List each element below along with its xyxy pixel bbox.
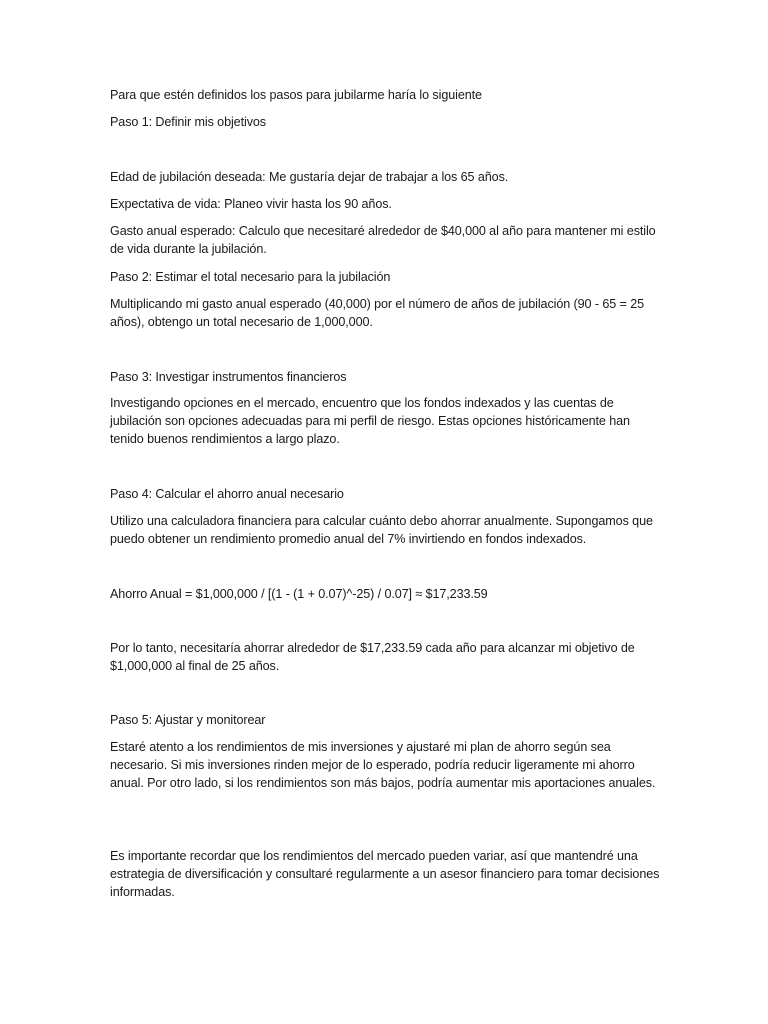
step-5-heading: Paso 5: Ajustar y monitorear	[110, 713, 266, 727]
annual-expense-text: Gasto anual esperado: Calculo que necesitaré alrededor de $40,000 al año para mantener mi estilo de vida durante la jubilación.	[110, 224, 656, 256]
calculator-text: Utilizo una calculadora financiera para calcular cuánto debo ahorrar anualmente. Supongamos que puedo obtener un rendimiento promedio anual del 7% invirtiendo en fondos indexados.	[110, 514, 653, 546]
savings-formula: Ahorro Anual = $1,000,000 / [(1 - (1 + 0.07)^-25) / 0.07] ≈ $17,233.59	[110, 587, 488, 601]
total-needed-text: Multiplicando mi gasto anual esperado (40,000) por el número de años de jubilación (90 - 65 = 25 años), obtengo un total necesario de 1,000,000.	[110, 297, 645, 329]
step-3-heading: Paso 3: Investigar instrumentos financieros	[110, 370, 347, 384]
instruments-text: Investigando opciones en el mercado, encuentro que los fondos indexados y las cuentas de jubilación son opciones adecuadas para mi perfil de riesgo. Estas opciones históricamente han tenido buenos rendimientos a largo plazo.	[110, 396, 630, 446]
step-4-heading: Paso 4: Calcular el ahorro anual necesario	[110, 487, 344, 501]
closing-paragraph: Es importante recordar que los rendimientos del mercado pueden variar, así que mantendré una estrategia de diversificación y consultaré regularmente a un asesor financiero para tomar decisiones informadas.	[110, 849, 660, 899]
intro-paragraph: Para que estén definidos los pasos para jubilarme haría lo siguiente	[110, 88, 482, 102]
monitoring-text: Estaré atento a los rendimientos de mis inversiones y ajustaré mi plan de ahorro según sea necesario. Si mis inversiones rinden mejor de lo esperado, podría reducir ligeramente mi ahorro anual. Por otro lado, si los rendimientos son más bajos, podría aumentar mis aportaciones anuales.	[110, 740, 656, 790]
retirement-age-text: Edad de jubilación deseada: Me gustaría dejar de trabajar a los 65 años.	[110, 170, 509, 184]
step-1-heading: Paso 1: Definir mis objetivos	[110, 115, 266, 129]
step-2-heading: Paso 2: Estimar el total necesario para la jubilación	[110, 270, 391, 284]
savings-conclusion: Por lo tanto, necesitaría ahorrar alrededor de $17,233.59 cada año para alcanzar mi objetivo de $1,000,000 al final de 25 años.	[110, 641, 635, 673]
life-expectancy-text: Expectativa de vida: Planeo vivir hasta los 90 años.	[110, 197, 392, 211]
